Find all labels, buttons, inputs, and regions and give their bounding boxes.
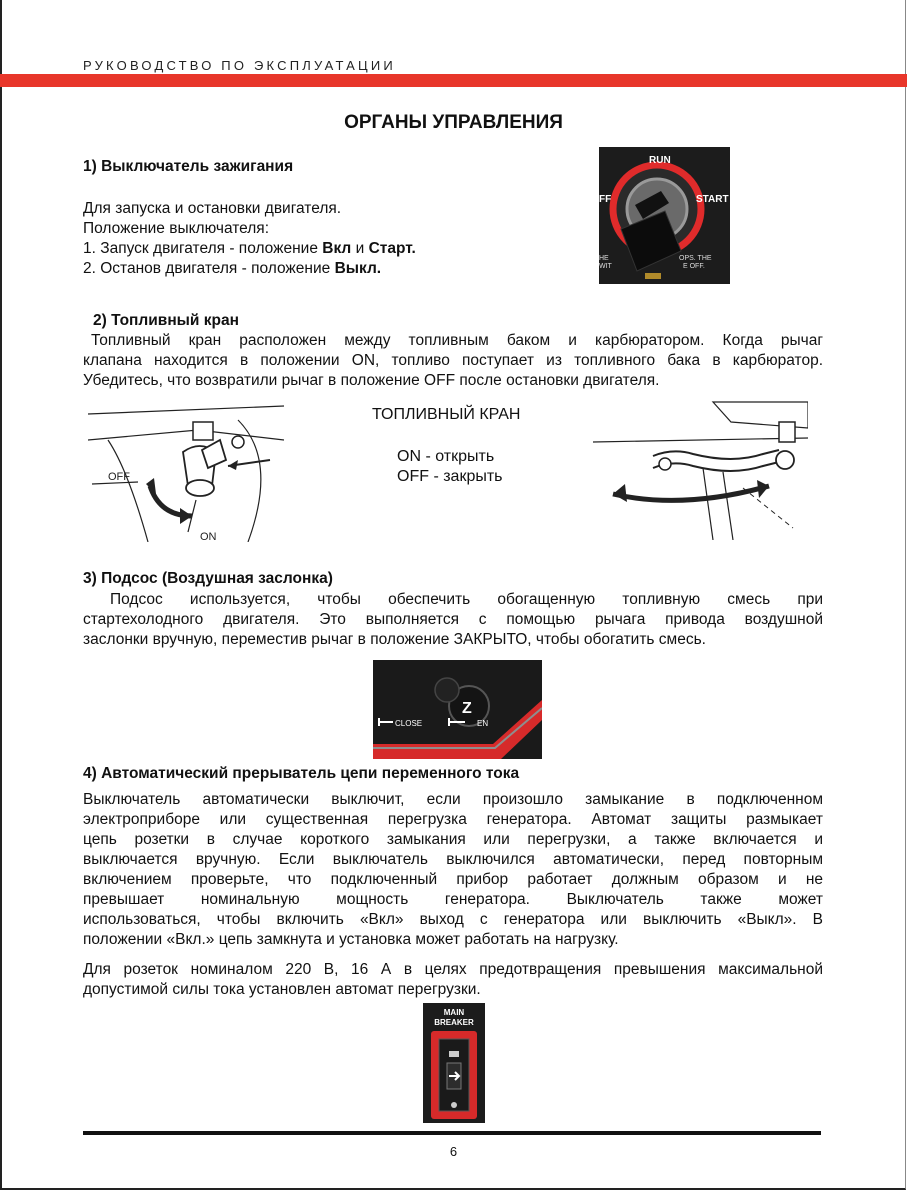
main-breaker-photo bbox=[423, 1003, 485, 1123]
section2-line2: клапана находится в положении ON, топливо поступает из топливного бака в карбюратор. bbox=[83, 352, 823, 369]
section2-heading: 2) Топливный кран bbox=[93, 312, 239, 329]
section1-line4-text: 2. Останов двигателя - положение bbox=[83, 260, 335, 277]
page-title: ОРГАНЫ УПРАВЛЕНИЯ bbox=[344, 112, 563, 133]
section4-p1-line3: цепь розетки в случае короткого замыкания или перегрузки, а также включается и bbox=[83, 831, 823, 848]
section2-line3: Убедитесь, что возвратили рычаг в положение OFF после остановки двигателя. bbox=[83, 372, 660, 389]
section4-p1-line4: выключается вручную. Если выключатель выключился автоматически, перед повторным bbox=[83, 851, 823, 868]
ignition-text-br1: OPS. THE bbox=[679, 255, 712, 262]
footer-rule bbox=[83, 1131, 821, 1135]
ignition-off-label: FF bbox=[599, 194, 612, 205]
section1-heading: 1) Выключатель зажигания bbox=[83, 158, 294, 175]
section1-line3-text: 1. Запуск двигателя - положение bbox=[83, 240, 323, 257]
section1-line3-and: и bbox=[351, 240, 369, 257]
choke-photo bbox=[373, 660, 542, 759]
running-header: РУКОВОДСТВО ПО ЭКСПЛУАТАЦИИ bbox=[83, 58, 396, 73]
header-red-bar bbox=[0, 74, 907, 87]
section3-line2: стартехолодного двигателя. Это выполняется с помощью рычага привода воздушной bbox=[83, 611, 823, 628]
section2-line1: Топливный кран расположен между топливным баком и карбюратором. Когда рычаг bbox=[91, 332, 823, 349]
ignition-switch-photo bbox=[599, 147, 730, 284]
section1-pos-off: Выкл. bbox=[334, 260, 382, 277]
section4-para2 bbox=[83, 960, 823, 1000]
fuel-valve-on-label: ON bbox=[200, 531, 217, 542]
ignition-start-label: START bbox=[696, 194, 729, 205]
fuel-valve-off-legend: OFF - закрыть bbox=[397, 468, 503, 485]
section4-p1-line1: Выключатель автоматически выключит, если произошло замыкание в подключенном bbox=[83, 791, 823, 808]
section1-line3 bbox=[83, 239, 563, 259]
section1-text bbox=[83, 199, 563, 279]
ignition-text-br2: E OFF. bbox=[683, 263, 705, 270]
section4-p1-line7: использоваться, чтобы включить «Вкл» выход с генератора или выключить «Выкл». В bbox=[83, 911, 823, 928]
section4-p2-line1: Для розеток номиналом 220 В, 16 А в целях предотвращения превышения максимальной bbox=[83, 961, 823, 978]
section1-line4 bbox=[83, 259, 563, 279]
section4-p2-line2: допустимой силы тока установлен автомат перегрузки. bbox=[83, 981, 481, 998]
choke-open-label: EN bbox=[477, 719, 489, 728]
section3-text bbox=[83, 590, 823, 650]
fuel-valve-diagram-right bbox=[593, 398, 808, 540]
section1-line1: Для запуска и остановки двигателя. bbox=[83, 200, 342, 217]
ignition-text-bl1: HE bbox=[599, 255, 609, 262]
section1-line2: Положение выключателя: bbox=[83, 220, 270, 237]
ignition-run-label: RUN bbox=[649, 155, 671, 166]
breaker-label-main: MAIN bbox=[443, 1008, 465, 1017]
section1-pos-on: Вкл bbox=[322, 240, 352, 257]
fuel-valve-diagram-left bbox=[88, 400, 286, 542]
section4-p1-line8: положении «Вкл.» цепь замкнута и установка может работать на нагрузку. bbox=[83, 931, 619, 948]
section4-p1-line6: превышает номинальную мощность генератора. Выключатель также может bbox=[83, 891, 823, 908]
section3-line1: Подсос используется, чтобы обеспечить обогащенную топливную смесь при bbox=[110, 591, 823, 608]
section3-line3: заслонки вручную, переместив рычаг в положение ЗАКРЫТО, чтобы обогатить смесь. bbox=[83, 631, 706, 648]
choke-close-label: CLOSE bbox=[395, 719, 423, 728]
ignition-text-bl2: WIT bbox=[599, 263, 612, 270]
section1-pos-start: Старт. bbox=[368, 240, 416, 257]
fuel-valve-off-label: OFF bbox=[108, 471, 130, 483]
page-number: 6 bbox=[449, 1144, 458, 1159]
section4-heading: 4) Автоматический прерыватель цепи переменного тока bbox=[83, 765, 520, 782]
section3-heading: 3) Подсос (Воздушная заслонка) bbox=[83, 570, 333, 587]
section2-text bbox=[83, 331, 823, 391]
choke-knob-mark: Z bbox=[462, 700, 472, 717]
breaker-label-breaker: BREAKER bbox=[434, 1018, 474, 1027]
section4-para1 bbox=[83, 790, 823, 950]
section4-p1-line2: электроприборе или существенная перегрузка генератора. Автомат защиты размыкает bbox=[83, 811, 823, 828]
fuel-valve-on-legend: ON - открыть bbox=[397, 448, 495, 465]
section4-p1-line5: включением проверьте, что подключенный прибор работает должным образом и не bbox=[83, 871, 823, 888]
fuel-valve-title: ТОПЛИВНЫЙ КРАН bbox=[372, 406, 521, 423]
